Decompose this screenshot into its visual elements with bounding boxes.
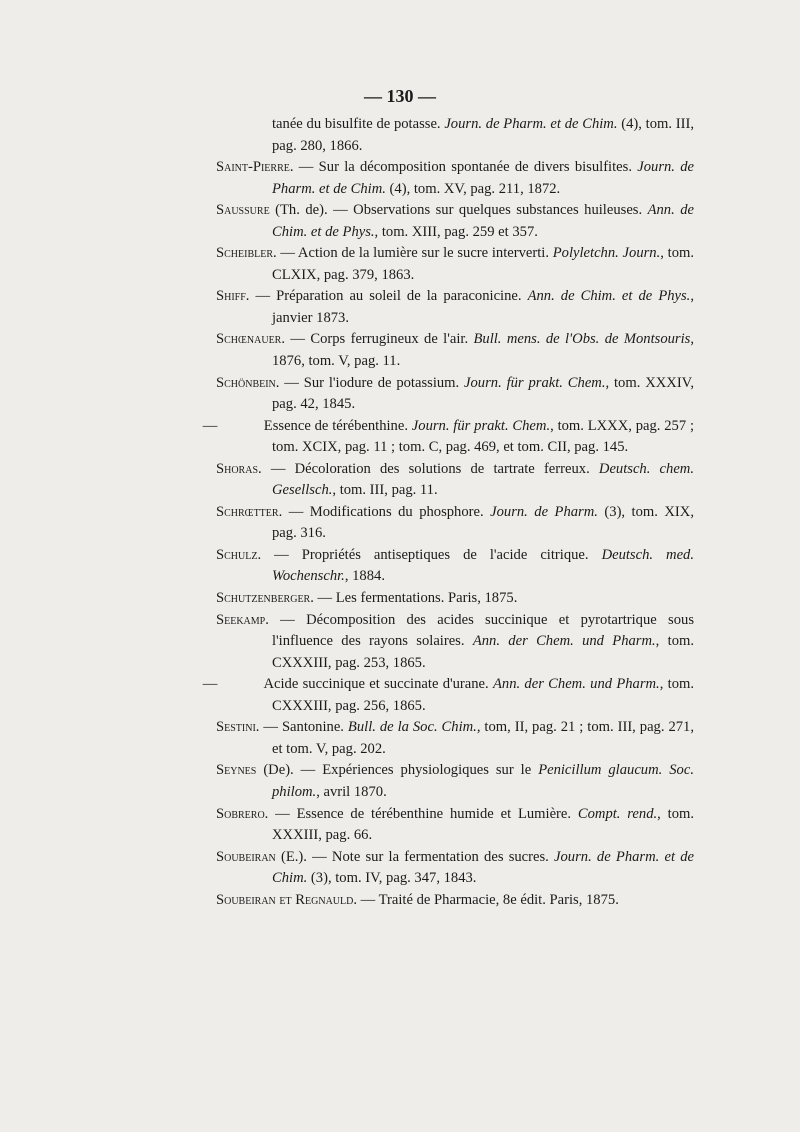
entry-author: Soubeiran [216,848,276,865]
entry-author: Saint-Pierre. [216,159,294,176]
entry-author: Shiff. [216,288,250,305]
entry-text: — Traité de Pharmacie, 8e édit. Paris, 1875. [357,891,619,908]
entry-text: — Propriétés antiseptiques de l'acide citrique. [261,546,602,563]
entry-journal: Ann. der Chem. und Pharm. [472,633,656,650]
entry-journal: Journ. für prakt. Chem. [464,374,606,391]
bibliography-entry [216,588,694,610]
entry-author: Sestini. [216,719,260,736]
entry-text: — Action de la lumière sur le sucre interverti. [276,245,553,262]
bibliography-list [202,114,695,911]
entry-journal: Ann. der Chem. und Pharm. [492,676,660,693]
entry-reference: , tom. XIII, pag. 259 et 357. [374,223,538,240]
entry-reference: , avril 1870. [316,783,387,800]
entry-text: — Décomposition des acides succinique et pyrotartrique sous l'influence des rayons solaires. [268,611,694,650]
bibliography-entry [202,416,695,459]
entry-text: — Sur la décomposition spontanée de divers bisulfites. [293,159,638,176]
entry-text: tanée du bisulfite de potasse. [272,116,445,132]
bibliography-entry [216,760,694,803]
bibliography-entry [216,243,694,286]
entry-reference: (4), tom. III, pag. 280, 1866. [272,116,694,154]
entry-text: — Préparation au soleil de la paraconicine. [249,288,528,305]
entry-reference: , tom. LXXX, pag. 257 ; tom. XCIX, pag. 11 ; tom. C, pag. 469, et tom. CII, pag. 145. [272,417,695,456]
bibliography-entry [216,890,694,912]
entry-author: Schœnauer. [216,331,285,348]
entry-reference: , tom. XXXIII, pag. 66. [272,805,694,844]
entry-journal: Deutsch. med. Wochenschr. [272,546,694,585]
page-number: — 130 — [364,86,436,106]
entry-reference: (3), tom. XIX, pag. 316. [272,503,694,542]
entry-journal: Polyletchn. Journ. [552,245,661,262]
entry-reference: , 1876, tom. V, pag. 11. [272,331,695,370]
entry-journal: Compt. rend. [577,805,658,822]
entry-author: Shoras. [216,460,262,477]
entry-text: (Th. de). — Observations sur quelques substances huileuses. [269,202,648,219]
entry-journal: Journ. de Pharm. et de Chim. [272,159,694,197]
entry-text: Acide succinique et succinate d'urane. [260,676,493,693]
bibliography-entry [202,674,694,717]
bibliography-entry [216,157,694,200]
bibliography-entry [216,502,694,545]
entry-author: Saussure [216,202,270,219]
entry-text: — Décoloration des solutions de tartrate ferreux. [261,460,599,477]
entry-journal: Journ. de Pharm. et de Chim. [444,116,618,132]
entry-journal: Journ. de Pharm. et de Chim. [272,848,694,887]
entry-reference: , tom. CXXXIII, pag. 256, 1865. [272,676,694,714]
bibliography-entry [216,610,694,675]
entry-journal: Journ. für prakt. Chem. [411,417,551,434]
ditto-dash: — [202,676,218,693]
entry-author: Scheibler. [216,245,277,262]
entry-text: — Modifications du phosphore. [282,503,491,520]
entry-author: Sobrero. [216,805,269,822]
entry-author: Schönbein. [216,374,280,391]
entry-reference: , tom, II, pag. 21 ; tom. III, pag. 271, et tom. V, pag. 202. [272,719,694,757]
entry-author: Schutzenberger. [216,590,314,607]
entry-reference: , tom. CLXIX, pag. 379, 1863. [272,245,694,283]
bibliography-entry [216,373,694,416]
entry-author: Schrœtter. [216,503,283,520]
entry-journal: Penicillum glaucum. Soc. philom. [272,762,694,800]
entry-journal: Journ. de Pharm. [490,503,598,520]
entry-text: (E.). — Note sur la fermentation des sucres. [275,848,555,865]
entry-reference: (3), tom. IV, pag. 347, 1843. [307,870,477,887]
bibliography-entry [216,717,694,760]
entry-journal: Ann. de Chim. et de Phys. [272,202,694,240]
entry-reference: , 1884. [344,568,385,585]
entry-journal: Bull. mens. de l'Obs. de Montsouris [473,331,691,348]
entry-journal: Deutsch. chem. Gesellsch. [272,460,694,499]
entry-text: (De). — Expériences physiologiques sur le [256,762,539,779]
bibliography-entry [216,459,694,502]
entry-reference: (4), tom. XV, pag. 211, 1872. [385,180,561,197]
entry-text: Essence de térébenthine. [260,417,412,434]
entry-text: — Sur l'iodure de potassium. [279,374,465,391]
entry-reference: , janvier 1873. [272,288,694,326]
entry-reference: , tom. CXXXIII, pag. 253, 1865. [272,633,694,671]
entry-author: Seynes [216,762,257,779]
bibliography-entry [216,200,694,243]
entry-author: Schulz. [216,546,262,563]
entry-reference: , tom. XXXIV, pag. 42, 1845. [272,374,694,413]
entry-journal: Bull. de la Soc. Chim. [347,719,477,736]
bibliography-entry [216,804,694,847]
entry-text: — Essence de térébenthine humide et Lumière. [268,805,578,822]
entry-reference: , tom. III, pag. 11. [332,482,438,499]
entry-journal: Ann. de Chim. et de Phys. [527,288,691,305]
bibliography-entry [216,847,694,890]
bibliography-entry [216,545,694,588]
bibliography-entry [216,114,694,157]
bibliography-entry [216,329,694,372]
bibliography-entry [216,286,694,329]
entry-text: — Corps ferrugineux de l'air. [285,331,474,348]
entry-author: Soubeiran et Regnauld. [216,891,358,908]
ditto-dash: — [202,417,218,434]
entry-text: — Les fermentations. Paris, 1875. [313,590,518,607]
entry-author: Seekamp. [216,611,269,628]
entry-text: — Santonine. [259,719,348,736]
